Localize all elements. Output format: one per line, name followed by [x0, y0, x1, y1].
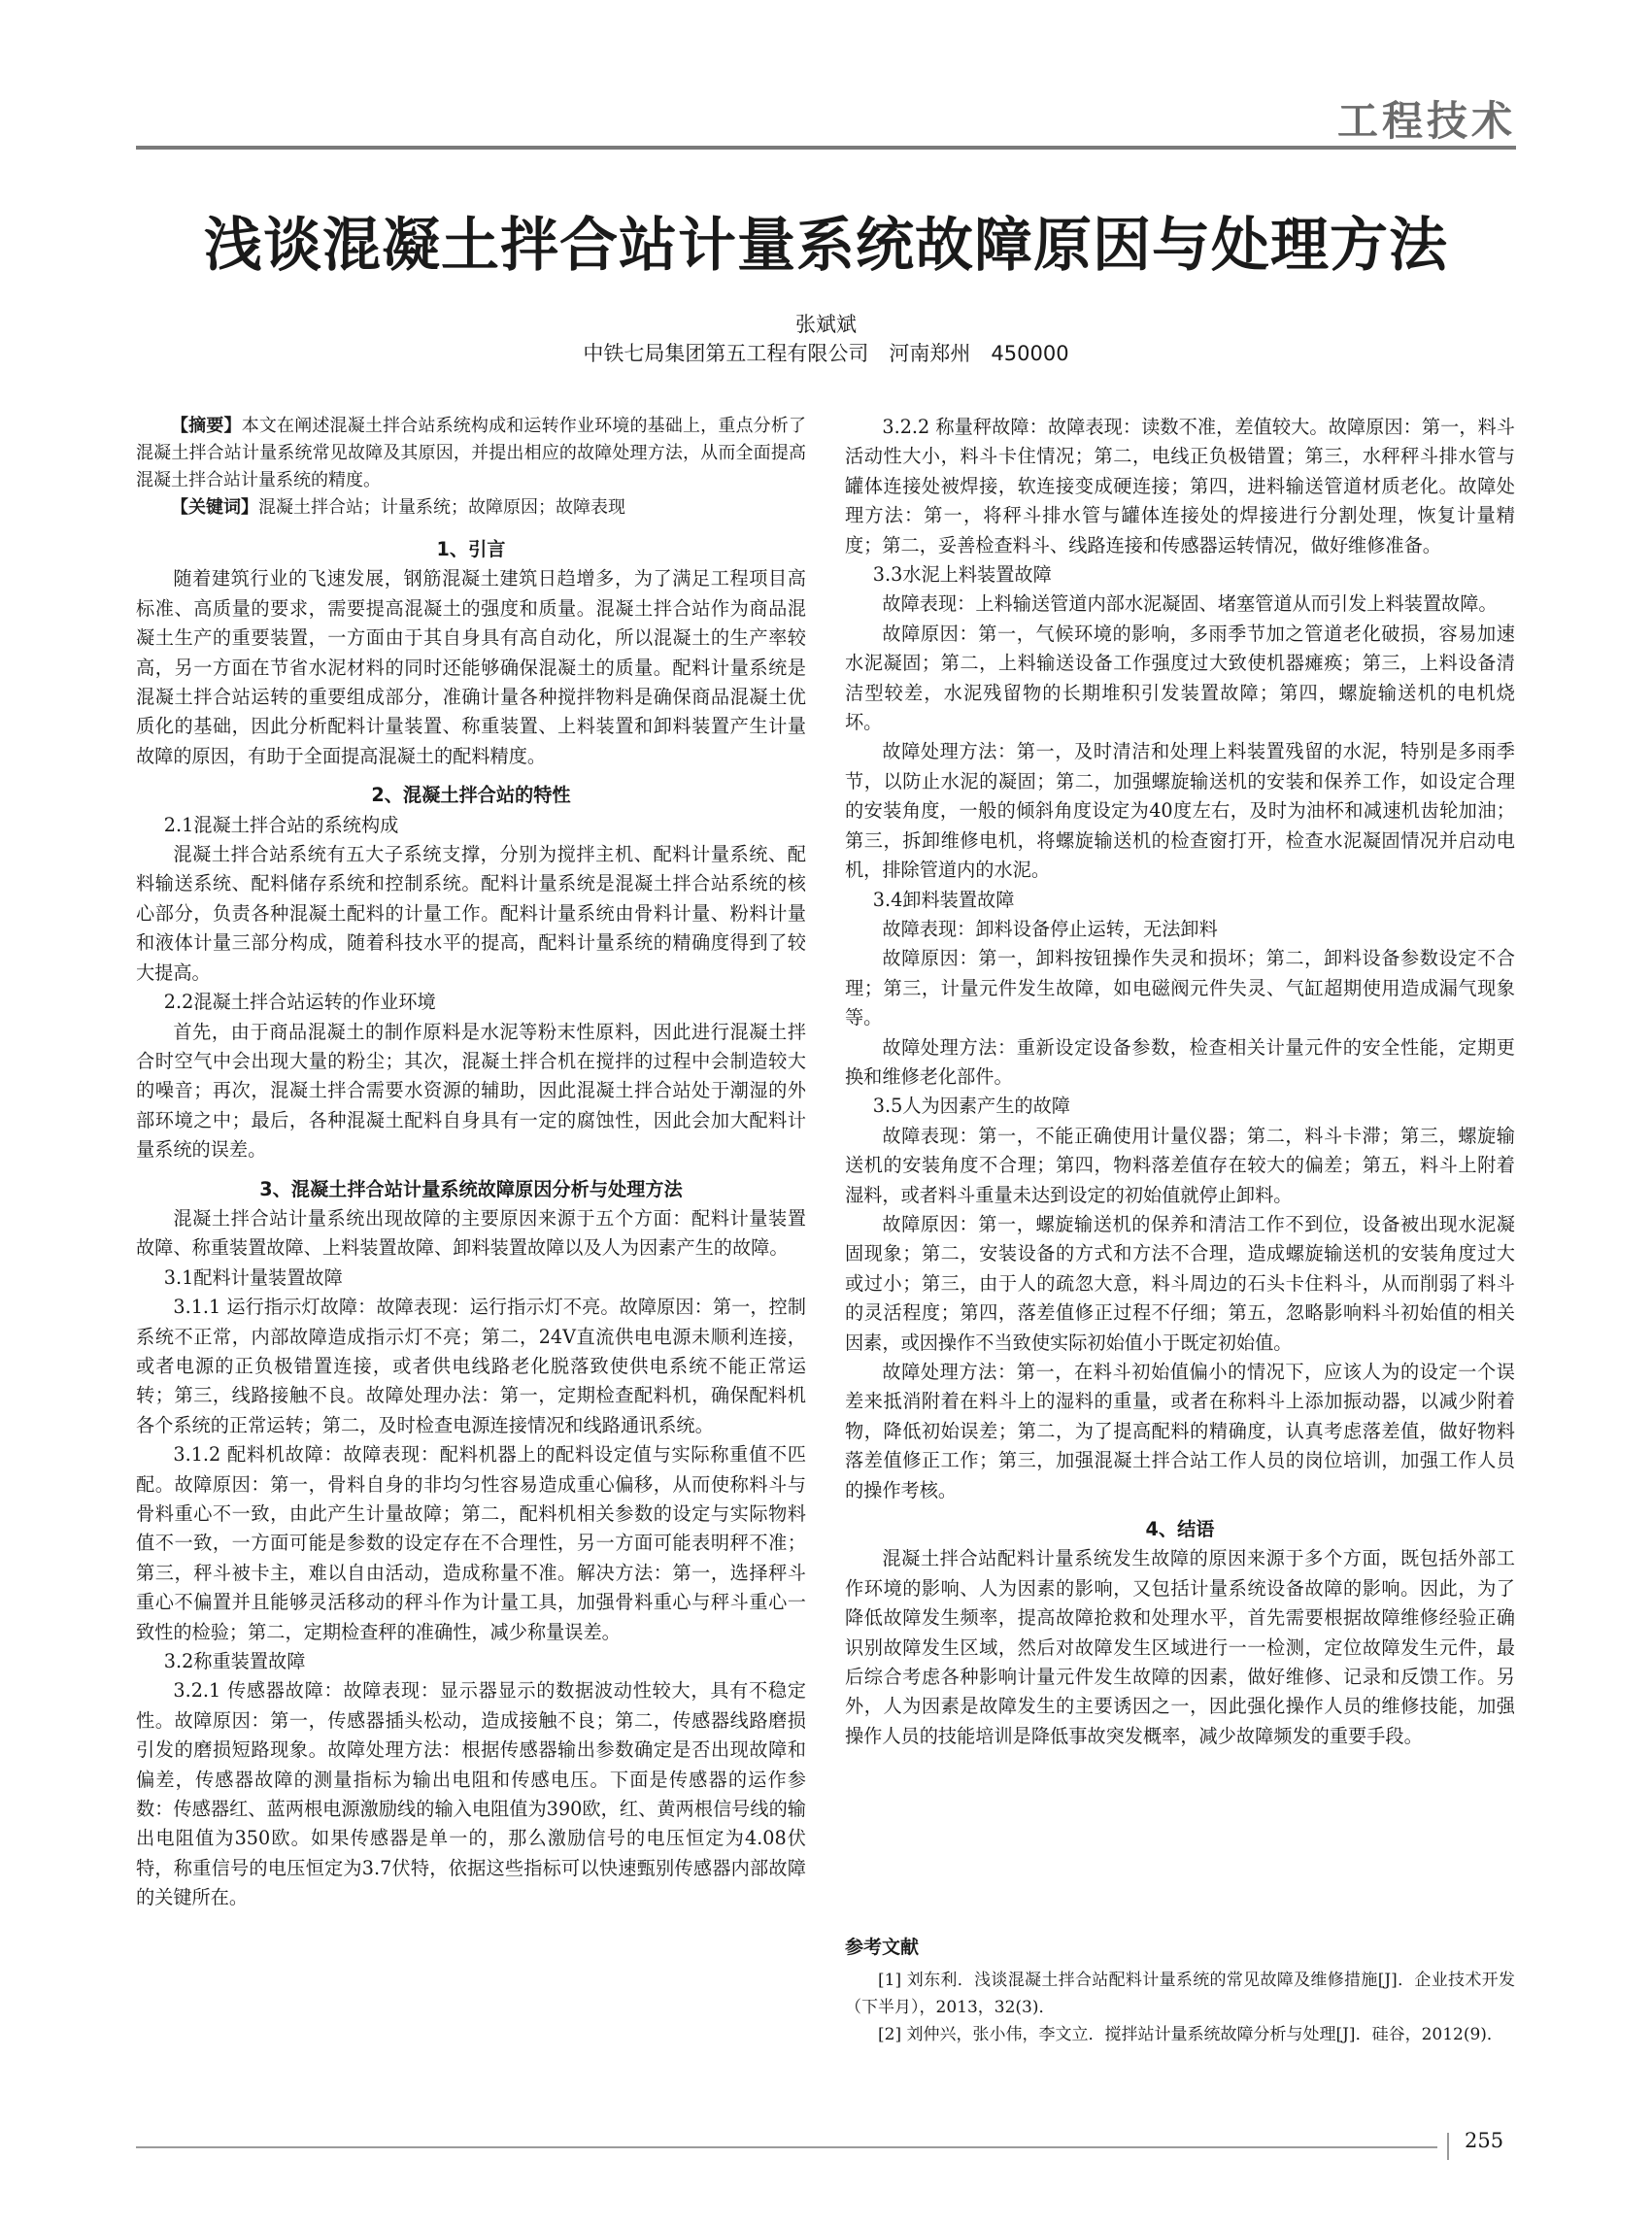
body-paragraph: 故障原因：第一，气候环境的影响，多雨季节加之管道老化破损，容易加速水泥凝固；第二，上料输送设备工作强度过大致使机器瘫痪；第三，上料设备清洁型较差，水泥残留物的长期堆积引发装置故障；第四，螺旋输送机的电机烧坏。 [845, 622, 1515, 734]
page-number: 255 [1465, 2129, 1504, 2152]
references [845, 1933, 1515, 2048]
body-paragraph: 故障原因：第一，卸料按钮操作失灵和损坏；第二，卸料设备参数设定不合理；第三，计量元件发生故障，如电磁阀元件失灵、气缸超期使用造成漏气现象等。 [845, 947, 1515, 1029]
body-paragraph: 故障处理方法：重新设定设备参数，检查相关计量元件的安全性能，定期更换和维修老化部件。 [845, 1035, 1515, 1088]
abstract-label: 【摘要】 [171, 416, 242, 436]
right-column [845, 413, 1515, 1751]
abstract-text: 本文在阐述混凝土拌合站系统构成和运转作业环境的基础上，重点分析了混凝土拌合站计量系统常见故障及其原因，并提出相应的故障处理方法，从而全面提高混凝土拌合站计量系统的精度。 [136, 416, 806, 490]
abstract [136, 413, 806, 494]
body-paragraph: 混凝土拌合站计量系统出现故障的主要原因来源于五个方面：配料计量装置故障、称重装置故障、上料装置故障、卸料装置故障以及人为因素产生的故障。 [136, 1206, 806, 1260]
subsection-heading: 3.1配料计量装置故障 [163, 1265, 343, 1289]
section-heading: 4、结语 [1145, 1518, 1215, 1541]
keywords-label: 【关键词】 [171, 497, 258, 518]
keywords [136, 494, 806, 522]
body-paragraph: 混凝土拌合站系统有五大子系统支撑，分别为搅拌主机、配料计量系统、配料输送系统、配料储存系统和控制系统。配料计量系统是混凝土拌合站系统的核心部分，负责各种混凝土配料的计量工作。配料计量系统由骨料计量、粉料计量和液体计量三部分构成，随着科技水平的提高，配料计量系统的精确度得到了较大提高。 [136, 843, 806, 984]
section-label: 工程技术 [1336, 97, 1516, 145]
left-column [136, 413, 806, 1913]
body-paragraph: 故障表现：卸料设备停止运转，无法卸料 [882, 917, 1218, 940]
section-heading: 1、引言 [436, 538, 506, 560]
author-affiliation: 中铁七局集团第五工程有限公司 河南郑州 450000 [583, 342, 1069, 365]
references-title: 参考文献 [845, 1937, 920, 1958]
footer-divider [1447, 2133, 1449, 2160]
body-paragraph: 3.2.2 称量秤故障：故障表现：读数不准，差值较大。故障原因：第一，料斗活动性大小，料斗卡住情况；第二，电线正负极错置；第三，水秤秤斗排水管与罐体连接处被焊接，软连接变成硬连接；第四，进料输送管道材质老化。故障处理方法：第一，将秤斗排水管与罐体连接处的焊接进行分割处理，恢复计量精度；第二，妥善检查料斗、线路连接和传感器运转情况，做好维修准备。 [845, 416, 1515, 556]
subsection-heading: 3.2称重装置故障 [163, 1650, 306, 1673]
subsection-heading: 3.5人为因素产生的故障 [872, 1095, 1070, 1118]
section-heading: 3、混凝土拌合站计量系统故障原因分析与处理方法 [259, 1177, 683, 1200]
subsection-heading: 2.2混凝土拌合站运转的作业环境 [163, 991, 436, 1014]
keywords-text: 混凝土拌合站；计量系统；故障原因；故障表现 [258, 497, 625, 518]
body-paragraph: 3.2.1 传感器故障：故障表现：显示器显示的数据波动性较大，具有不稳定性。故障原因：第一，传感器插头松动，造成接触不良；第二，传感器线路磨损引发的磨损短路现象。故障处理方法：根据传感器输出参数确定是否出现故障和偏差，传感器故障的测量指标为输出电阻和传感电压。下面是传感器的运作参数：传感器红、蓝两根电源激励线的输入电阻值为390欧，红、黄两根信号线的输出电阻值为350欧。如果传感器是单一的，那么激励信号的电压恒定为4.08伏特，称重信号的电压恒定为3.7伏特，依据这些指标可以快速甄别传感器内部故障的关键所在。 [136, 1679, 806, 1909]
reference-item: [1] 刘东利．浅谈混凝土拌合站配料计量系统的常见故障及维修措施[J]．企业技术开发（下半月），2013，32(3)． [845, 1971, 1515, 2017]
body-paragraph: 首先，由于商品混凝土的制作原料是水泥等粉末性原料，因此进行混凝土拌合时空气中会出现大量的粉尘；其次，混凝土拌合机在搅拌的过程中会制造较大的噪音；再次，混凝土拌合需要水资源的辅助，因此混凝土拌合站处于潮湿的外部环境之中；最后，各种混凝土配料自身具有一定的腐蚀性，因此会加大配料计量系统的误差。 [136, 1020, 806, 1162]
left-body [136, 535, 806, 1913]
body-paragraph: 故障处理方法：第一，在料斗初始值偏小的情况下，应该人为的设定一个误差来抵消附着在料斗上的湿料的重量，或者在称料斗上添加振动器，以减少附着物，降低初始误差；第二，为了提高配料的精确度，认真考虑落差值，做好物料落差值修正工作；第三，加强混凝土拌合站工作人员的岗位培训，加强工作人员的操作考核。 [845, 1361, 1515, 1501]
body-paragraph: 故障表现：第一，不能正确使用计量仪器；第二，料斗卡滞；第三，螺旋输送机的安装角度不合理；第四，物料落差值存在较大的偏差；第五，料斗上附着湿料，或者料斗重量未达到设定的初始值就停止卸料。 [845, 1124, 1515, 1206]
body-paragraph: 3.1.1 运行指示灯故障：故障表现：运行指示灯不亮。故障原因：第一，控制系统不正常，内部故障造成指示灯不亮；第二，24V直流供电电源未顺利连接，或者电源的正负极错置连接，或者供电线路老化脱落致使供电系统不能正常运转；第三，线路接触不良。故障处理办法：第一，定期检查配料机，确保配料机各个系统的正常运转；第二，及时检查电源连接情况和线路通讯系统。 [136, 1296, 806, 1436]
body-paragraph: 3.1.2 配料机故障：故障表现：配料机器上的配料设定值与实际称重值不匹配。故障原因：第一，骨料自身的非均匀性容易造成重心偏移，从而使称料斗与骨料重心不一致，由此产生计量故障；第二，配料机相关参数的设定与实际物料值不一致，一方面可能是参数的设定存在不合理性，另一方面可能表明秤不准；第三，秤斗被卡主，难以自由活动，造成称量不准。解决方法：第一，选择秤斗重心不偏置并且能够灵活移动的秤斗作为计量工具，加强骨料重心与秤斗重心一致性的检验；第二，定期检查秤的准确性，减少称量误差。 [136, 1443, 806, 1643]
right-body [845, 413, 1515, 1751]
subsection-heading: 3.3水泥上料装置故障 [872, 563, 1052, 587]
footer-rule [136, 2146, 1437, 2148]
body-paragraph: 故障表现：上料输送管道内部水泥凝固、堵塞管道从而引发上料装置故障。 [882, 592, 1498, 616]
body-paragraph: 故障处理方法：第一，及时清洁和处理上料装置残留的水泥，特别是多雨季节，以防止水泥的凝固；第二，加强螺旋输送机的安装和保养工作，如设定合理的安装角度，一般的倾斜角度设定为40度左右，及时为油杯和减速机齿轮加油；第三，拆卸维修电机，将螺旋输送机的检查窗打开，检查水泥凝固情况并启动电机，排除管道内的水泥。 [845, 740, 1515, 882]
subsection-heading: 3.4卸料装置故障 [872, 888, 1015, 911]
article-title: 浅谈混凝土拌合站计量系统故障原因与处理方法 [204, 212, 1448, 280]
body-paragraph: 混凝土拌合站配料计量系统发生故障的原因来源于多个方面，既包括外部工作环境的影响、人为因素的影响，又包括计量系统设备故障的影响。因此，为了降低故障发生频率，提高故障抢救和处理水平，首先需要根据故障维修经验正确识别故障发生区域，然后对故障发生区域进行一一检测，定位故障发生元件，最后综合考虑各种影响计量元件发生故障的因素，做好维修、记录和反馈工作。另外，人为因素是故障发生的主要诱因之一，因此强化操作人员的维修技能，加强操作人员的技能培训是降低事故突发概率，减少故障频发的重要手段。 [845, 1547, 1515, 1747]
subsection-heading: 2.1混凝土拌合站的系统构成 [163, 813, 399, 836]
body-paragraph: 故障原因：第一，螺旋输送机的保养和清洁工作不到位，设备被出现水泥凝固现象；第二，安装设备的方式和方法不合理，造成螺旋输送机的安装角度过大或过小；第三，由于人的疏忽大意，料斗周边的石头卡住料斗，从而削弱了料斗的灵活程度；第四，落差值修正过程不仔细；第五，忽略影响料斗初始值的相关因素，或因操作不当致使实际初始值小于既定初始值。 [845, 1212, 1515, 1354]
body-paragraph: 随着建筑行业的飞速发展，钢筋混凝土建筑日趋增多，为了满足工程项目高标准、高质量的要求，需要提高混凝土的强度和质量。混凝土拌合站作为商品混凝土生产的重要装置，一方面由于其自身具有高自动化，所以混凝土的生产率较高，另一方面在节省水泥材料的同时还能够确保混凝土的质量。配料计量系统是混凝土拌合站运转的重要组成部分，准确计量各种搅拌物料是确保商品混凝土优质化的基础，因此分析配料计量装置、称重装置、上料装置和卸料装置产生计量故障的原因，有助于全面提高混凝土的配料精度。 [136, 567, 806, 767]
reference-item: [2] 刘仲兴，张小伟，李文立．搅拌站计量系统故障分析与处理[J]．硅谷，2012(9)． [878, 2025, 1503, 2044]
references-list [845, 1967, 1515, 2048]
section-heading: 2、混凝土拌合站的特性 [371, 784, 571, 807]
header-rule [136, 146, 1516, 150]
author-name: 张斌斌 [795, 313, 857, 336]
